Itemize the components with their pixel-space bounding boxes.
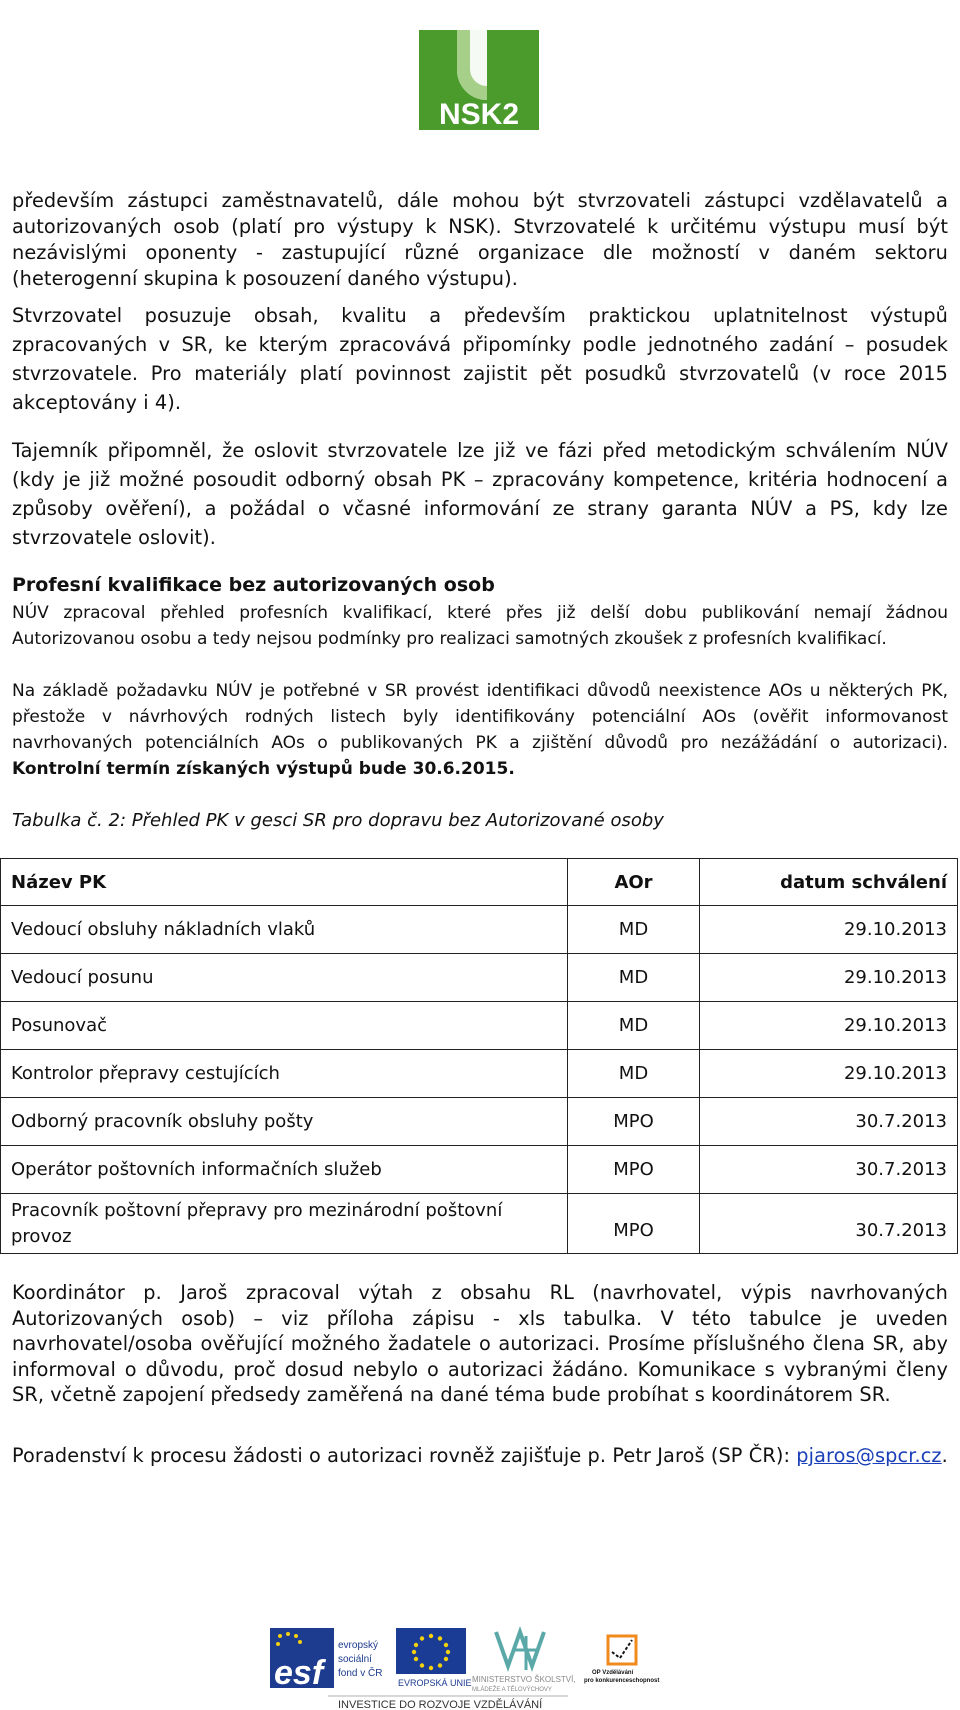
footer-logos	[268, 1626, 692, 1710]
section-heading: Profesní kvalifikace bez autorizovaných osob	[12, 574, 495, 596]
cell-aor: MD	[568, 1002, 700, 1050]
kontrolni-termin: Kontrolní termín získaných výstupů bude 30.6.2015.	[12, 759, 515, 779]
table-row	[1, 1098, 958, 1146]
pozadavek-text: Na základě požadavku NÚV je potřebné v SR provést identifikaci důvodů neexistence AOs u některých PK, přestože v návrhových rodných listech byly identifikovány potenciální AOs (ověřit informovanost navrhovaných potenciálních AOs o publikovaných PK a zjištění důvodů pro nezážádání o autorizaci).	[12, 681, 948, 753]
cell-datum: 29.10.2013	[700, 954, 958, 1002]
op-label2: pro konkurenceschopnost	[584, 1678, 660, 1684]
paragraph-stvrzovatel-posuzuje: Stvrzovatel posuzuje obsah, kvalitu a především praktickou uplatnitelnost výstupů zpracovaných v SR, ke kterým zpracovává připomínky podle jednotného zadání – posudek stvrzovatele. Pro materiály platí povinnost zajistit pět posudků stvrzovatelů (v roce 2015 akceptovány i 4).	[12, 304, 948, 414]
nsk2-logo	[419, 30, 539, 130]
table-row	[1, 906, 958, 954]
cell-aor: MD	[568, 954, 700, 1002]
paragraph-stvrzovatele-zastupci: především zástupci zaměstnavatelů, dále mohou být stvrzovateli zástupci vzdělavatelů a autorizovaných osob (platí pro výstupy k NSK). Stvrzovatelé k určitému výstupu musí být nezávislými oponenty - zastupující různé organizace dle možností v daném sektoru (heterogenní skupina k posouzení daného výstupu).	[12, 189, 948, 290]
cell-nazev: Kontrolor přepravy cestujících	[1, 1050, 568, 1098]
email-link[interactable]: pjaros@spcr.cz	[796, 1444, 942, 1467]
cell-aor: MPO	[568, 1146, 700, 1194]
col-header-nazev: Název PK	[1, 859, 568, 906]
table-row	[1, 1050, 958, 1098]
cell-aor: MD	[568, 906, 700, 954]
cell-aor: MPO	[568, 1098, 700, 1146]
cell-nazev: Pracovník poštovní přepravy pro mezinárodní poštovní provoz	[1, 1194, 568, 1254]
cell-nazev: Posunovač	[1, 1002, 568, 1050]
op-vk-logo	[584, 1636, 659, 1684]
cell-datum: 30.7.2013	[700, 1194, 958, 1254]
table-row	[1, 954, 958, 1002]
col-header-datum: datum schválení	[700, 859, 958, 906]
table-row	[1, 1146, 958, 1194]
nsk2-logo-text: NSK2	[438, 98, 520, 130]
cell-datum: 30.7.2013	[700, 1098, 958, 1146]
paragraph-koordinator: Koordinátor p. Jaroš zpracoval výtah z obsahu RL (navrhovatel, výpis navrhovaných Autorizovaných osob) – viz příloha zápisu - xls tabulka. V této tabulce je uveden navrhovatel/osoba ověřující možného žadatele o autorizaci. Prosíme příslušného člena SR, aby informoval o důvodu, proč dosud nebylo o autorizaci žádáno. Komunikace s vybranými členy SR, včetně zapojení předsedy zaměřená na dané téma bude probíhat s koordinátorem SR.	[12, 1281, 948, 1406]
msmt-logo	[472, 1632, 576, 1693]
footer-slogan: INVESTICE DO ROZVOJE VZDĚLÁVÁNÍ	[338, 1699, 543, 1710]
esf-line3: fond v ČR	[338, 1668, 383, 1679]
cell-datum: 30.7.2013	[700, 1146, 958, 1194]
cell-nazev: Vedoucí posunu	[1, 954, 568, 1002]
poradenstvi-text: Poradenství k procesu žádosti o autorizaci rovněž zajišťuje p. Petr Jaroš (SP ČR):	[12, 1444, 791, 1467]
cell-nazev: Vedoucí obsluhy nákladních vlaků	[1, 906, 568, 954]
table-header-row	[1, 859, 958, 906]
esf-line1: evropský	[338, 1640, 379, 1651]
op-label1: OP Vzdělávání	[592, 1670, 634, 1676]
cell-aor: MPO	[568, 1194, 700, 1254]
cell-nazev: Operátor poštovních informačních služeb	[1, 1146, 568, 1194]
cell-nazev: Odborný pracovník obsluhy pošty	[1, 1098, 568, 1146]
esf-line2: sociální	[338, 1654, 372, 1665]
eu-flag	[396, 1628, 472, 1688]
esf-logo	[270, 1628, 382, 1692]
col-header-aor: AOr	[568, 859, 700, 906]
msmt-label1: MINISTERSTVO ŠKOLSTVÍ,	[472, 1675, 576, 1684]
cell-datum: 29.10.2013	[700, 906, 958, 954]
msmt-label2: MLÁDEŽE A TĚLOVÝCHOVY	[472, 1687, 552, 1693]
table-row	[1, 1002, 958, 1050]
table-caption: Tabulka č. 2: Přehled PK v gesci SR pro dopravu bez Autorizované osoby	[12, 810, 664, 831]
paragraph-poradenstvi	[12, 1442, 948, 1470]
eu-label: EVROPSKÁ UNIE	[398, 1678, 472, 1688]
paragraph-nuv-prehled: NÚV zpracoval přehled profesních kvalifikací, které přes již delší dobu publikování nemají žádnou Autorizovanou osobu a tedy nejsou podmínky pro realizaci samotných zkoušek z profesních kvalifikací.	[12, 603, 948, 649]
table-row	[1, 1194, 958, 1254]
cell-datum: 29.10.2013	[700, 1002, 958, 1050]
paragraph-pozadavek-nuv	[12, 678, 948, 782]
cell-datum: 29.10.2013	[700, 1050, 958, 1098]
svg-text:esf: esf	[274, 1654, 324, 1692]
pk-table	[0, 858, 958, 1254]
cell-aor: MD	[568, 1050, 700, 1098]
paragraph-tajemnik: Tajemník připomněl, že oslovit stvrzovatele lze již ve fázi před metodickým schválením NÚV (kdy je již možné posoudit odborný obsah PK – zpracovány kompetence, kritéria hodnocení a způsoby ověření), a požádal o včasné informování ze strany garanta NÚV a PS, kdy lze stvrzovatele oslovit).	[12, 439, 948, 549]
poradenstvi-end: .	[941, 1444, 948, 1467]
